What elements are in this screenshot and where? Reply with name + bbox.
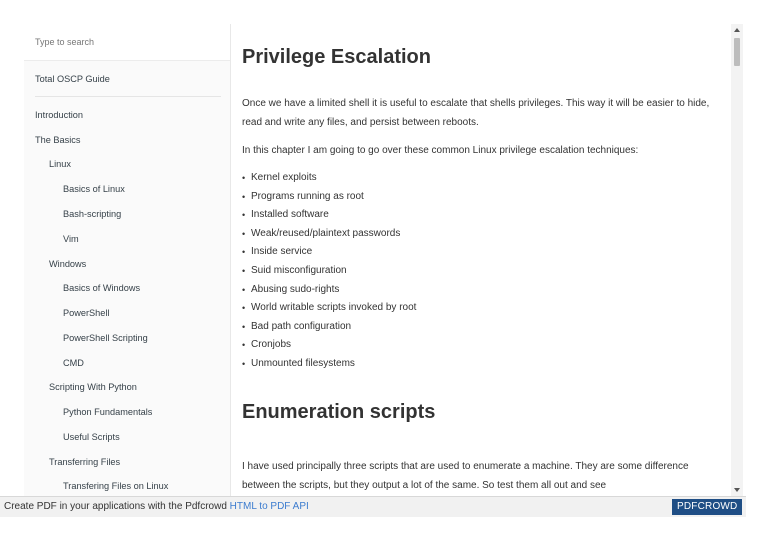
list-item: • Installed software bbox=[251, 209, 329, 221]
nav-item-transferring-files[interactable]: Transferring Files bbox=[49, 457, 121, 467]
page-title: Privilege Escalation bbox=[242, 46, 431, 68]
list-item: • Weak/reused/plaintext passwords bbox=[251, 228, 400, 240]
nav-item-windows[interactable]: Windows bbox=[49, 259, 87, 269]
nav-item-python-fundamentals[interactable]: Python Fundamentals bbox=[63, 407, 153, 417]
list-item: • Bad path configuration bbox=[251, 321, 351, 333]
nav-item-scripting-with-python[interactable]: Scripting With Python bbox=[49, 382, 137, 392]
search-input[interactable] bbox=[24, 24, 230, 61]
nav-item-introduction[interactable]: Introduction bbox=[35, 110, 84, 120]
main-content bbox=[242, 24, 728, 496]
list-item: • Inside service bbox=[251, 246, 312, 258]
list-item: • Programs running as root bbox=[251, 191, 364, 203]
scroll-up-arrow-icon[interactable] bbox=[734, 28, 740, 32]
html-to-pdf-link[interactable]: HTML to PDF API bbox=[229, 501, 309, 512]
nav-item-basics-of-linux[interactable]: Basics of Linux bbox=[63, 184, 125, 194]
nav-item-transfering-files-on-linux[interactable]: Transfering Files on Linux bbox=[63, 481, 169, 491]
scrollbar-thumb[interactable] bbox=[734, 38, 740, 66]
pdfcrowd-footer bbox=[0, 496, 746, 517]
nav-item-cmd[interactable]: CMD bbox=[63, 358, 84, 368]
nav-item-useful-scripts[interactable]: Useful Scripts bbox=[63, 432, 120, 442]
intro-paragraph: Once we have a limited shell it is useful to escalate that shells privileges. This way it will be easier to hide, read and write any files, and persist between reboots. bbox=[242, 98, 710, 128]
list-item: • Cronjobs bbox=[251, 339, 291, 351]
nav-item-vim[interactable]: Vim bbox=[63, 234, 79, 244]
vertical-scrollbar[interactable] bbox=[731, 24, 743, 496]
guide-title-link[interactable]: Total OSCP Guide bbox=[35, 74, 110, 84]
pdfcrowd-logo[interactable]: PDFCROWD bbox=[672, 499, 742, 515]
nav-item-linux[interactable]: Linux bbox=[49, 159, 71, 169]
nav-item-bash-scripting[interactable]: Bash-scripting bbox=[63, 209, 122, 219]
list-item: • Kernel exploits bbox=[251, 172, 317, 184]
sidebar bbox=[24, 24, 231, 496]
nav-item-the-basics[interactable]: The Basics bbox=[35, 135, 81, 145]
list-item: • Unmounted filesystems bbox=[251, 358, 355, 370]
list-item: • World writable scripts invoked by root bbox=[251, 302, 416, 314]
list-item: • Suid misconfiguration bbox=[251, 265, 347, 277]
section-heading-enumeration: Enumeration scripts bbox=[242, 401, 436, 423]
list-item: • Abusing sudo-rights bbox=[251, 284, 339, 296]
footer-prefix: Create PDF in your applications with the Pdfcrowd bbox=[4, 501, 230, 512]
nav-item-basics-of-windows[interactable]: Basics of Windows bbox=[63, 283, 141, 293]
nav-item-powershell[interactable]: PowerShell bbox=[63, 308, 110, 318]
nav-divider bbox=[35, 96, 221, 97]
nav-item-powershell-scripting[interactable]: PowerShell Scripting bbox=[63, 333, 148, 343]
scroll-down-arrow-icon[interactable] bbox=[734, 488, 740, 492]
enumeration-paragraph: I have used principally three scripts that are used to enumerate a machine. They are some difference between the scripts, but they output a lot of the same. So test them all out and see bbox=[242, 461, 689, 491]
footer-text bbox=[4, 497, 309, 517]
chapter-intro-paragraph: In this chapter I am going to go over these common Linux privilege escalation techniques: bbox=[242, 145, 639, 156]
